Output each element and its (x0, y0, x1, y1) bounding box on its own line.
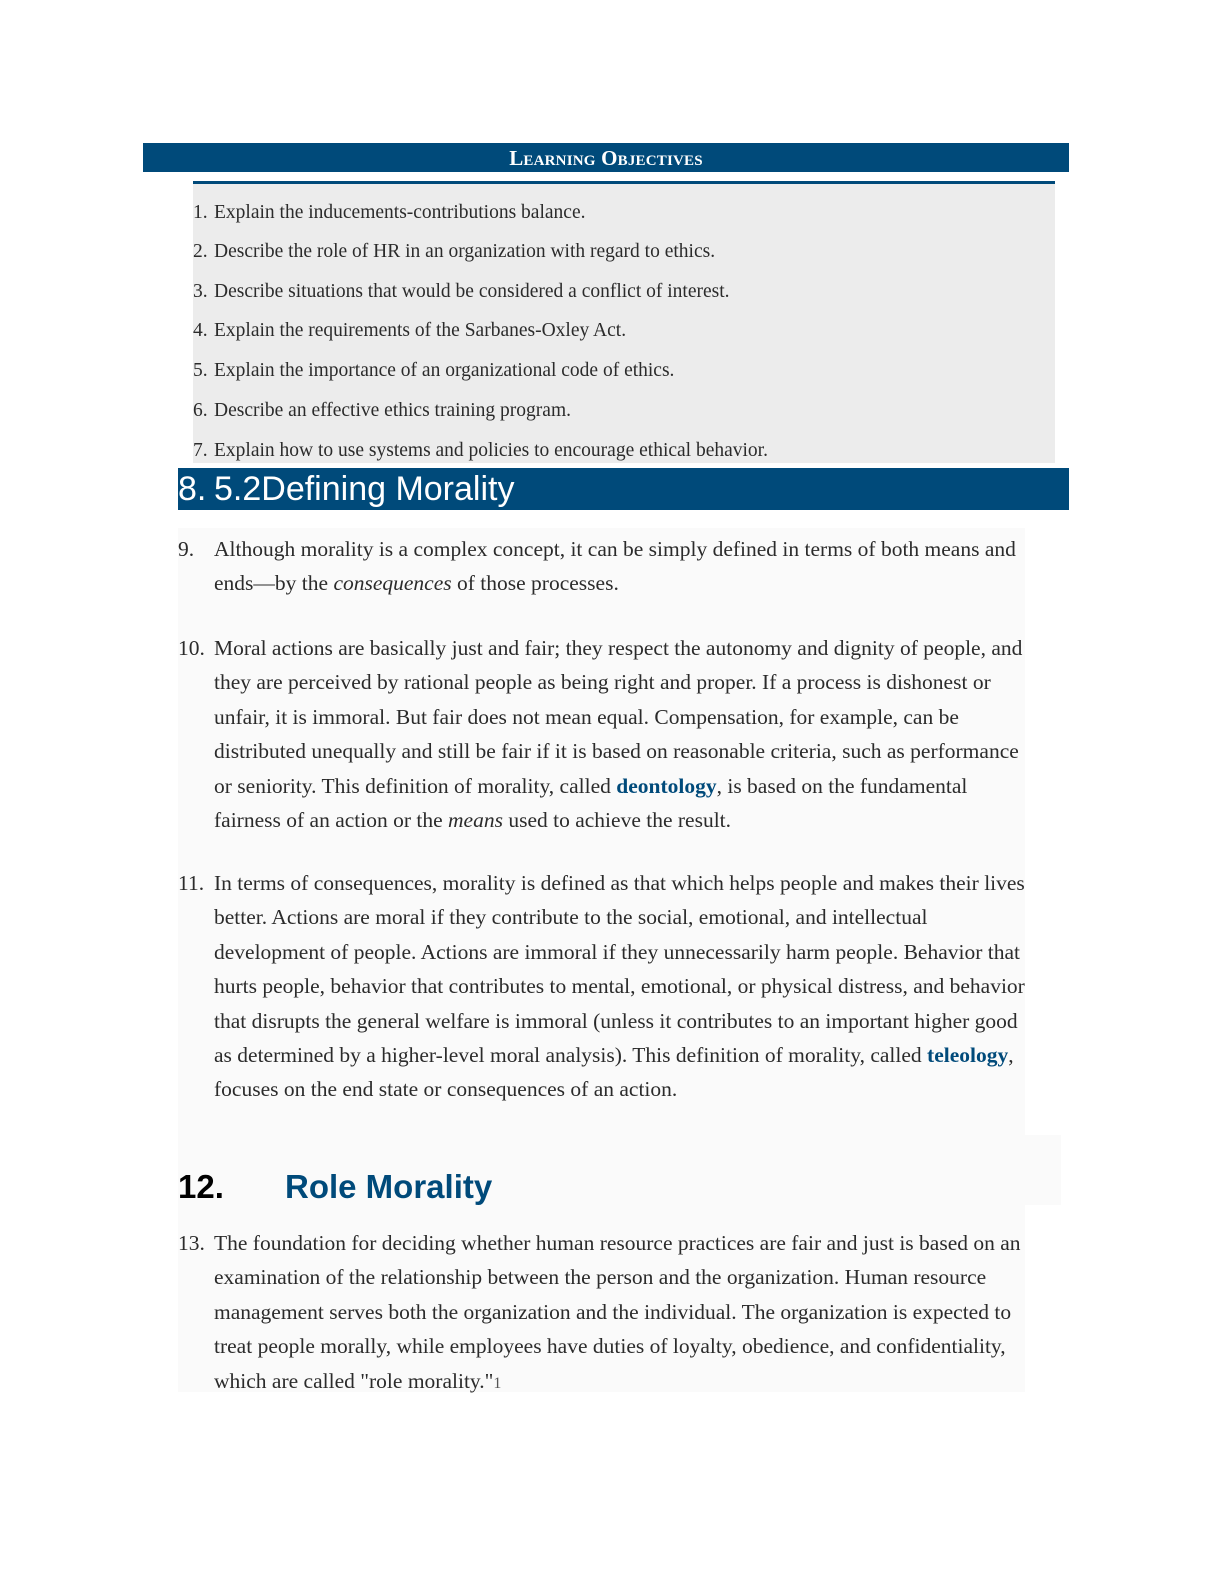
section-title: 5.2Defining Morality (214, 470, 515, 508)
paragraph-number: 10. (178, 636, 205, 660)
learning-objectives-title: Learning Objectives (143, 143, 1069, 172)
text-run: of those processes. (451, 571, 619, 596)
glossary-term[interactable]: deontology (616, 773, 717, 798)
list-item-text: Explain the inducements-contributions balance. (214, 202, 586, 223)
paragraph-number: 9. (178, 537, 195, 561)
list-item-number: 6. (193, 400, 208, 421)
text-run: , is based on the fundamental fairness of an action or the (214, 773, 968, 833)
text-run: In terms of consequences, morality is defined as that which helps people and makes their lives better. Actions are moral if they contribute to the social, emotional, and intellectual development of people. Actions are immoral if they unnecessarily harm people. Behavior that hurts people, behavior that contributes to mental, emotional, or physical distress, and behavior that disrupts the general welfare is immoral (unless it contributes to an important higher good as determined by a higher-level moral analysis). This definition of morality, called (214, 871, 1025, 1068)
list-item-text: Explain the importance of an organizational code of ethics. (214, 360, 675, 381)
subheading-number: 12. (178, 1168, 224, 1205)
learning-objectives-list (193, 181, 1055, 463)
paragraph-number: 13. (178, 1231, 205, 1255)
list-item (193, 239, 715, 265)
list-item-text: Explain how to use systems and policies to encourage ethical behavior. (214, 440, 768, 461)
list-item-number: 3. (193, 281, 208, 302)
subheading (178, 1166, 492, 1208)
paragraph (178, 631, 1038, 837)
text-run: Moral actions are basically just and fair; they respect the autonomy and dignity of people, and they are perceived by rational people as being right and proper. If a process is dishonest or unfair, it is immoral. But fair does not mean equal. Compensation, for example, can be distributed unequally and still be fair if it is based on reasonable criteria, such as performance or seniority. This definition of morality, called (214, 636, 1023, 798)
paragraph (178, 866, 1038, 1107)
emphasis: consequences (333, 571, 452, 596)
list-item-text: Describe the role of HR in an organization with regard to ethics. (214, 241, 716, 262)
list-item-number: 1. (193, 202, 208, 223)
text-run: , focuses on the end state or consequences of an action. (214, 1043, 1014, 1102)
list-item (193, 318, 626, 344)
paragraph (178, 532, 1038, 601)
list-item (193, 279, 730, 305)
paragraph-text (214, 631, 1038, 837)
list-item-text: Explain the requirements of the Sarbanes-Oxley Act. (214, 320, 627, 341)
footnote-marker[interactable]: 1 (493, 1374, 502, 1392)
glossary-term[interactable]: teleology (927, 1043, 1009, 1068)
list-item (193, 200, 585, 226)
body-background (1025, 1135, 1061, 1205)
list-item-text: Describe an effective ethics training program. (214, 400, 571, 421)
list-item-number: 2. (193, 241, 208, 262)
paragraph-number: 11. (178, 871, 205, 895)
text-run: used to achieve the result. (502, 808, 732, 833)
list-item (193, 358, 674, 384)
list-item-text: Describe situations that would be considered a conflict of interest. (214, 281, 730, 302)
section-number: 8. (178, 470, 207, 508)
section-heading (178, 468, 1069, 510)
paragraph (178, 1226, 1038, 1401)
subheading-title: Role Morality (285, 1168, 493, 1205)
paragraph-text (214, 866, 1038, 1107)
list-item-number: 5. (193, 360, 208, 381)
emphasis: means (448, 808, 503, 833)
paragraph-text (214, 532, 1038, 601)
list-item-number: 4. (193, 320, 208, 341)
text-run: Although morality is a complex concept, it can be simply defined in terms of both means and ends—by the (214, 537, 1016, 596)
list-item-number: 7. (193, 440, 208, 461)
text-run: The foundation for deciding whether human resource practices are fair and just is based on an examination of the relationship between the person and the organization. Human resource management serves both the organization and the individual. The organization is expected to treat people morally, while employees have duties of loyalty, obedience, and confidentiality, which are called "role morality." (214, 1231, 1021, 1393)
paragraph-text (214, 1226, 1038, 1401)
list-item (193, 398, 571, 424)
list-item (193, 438, 768, 464)
